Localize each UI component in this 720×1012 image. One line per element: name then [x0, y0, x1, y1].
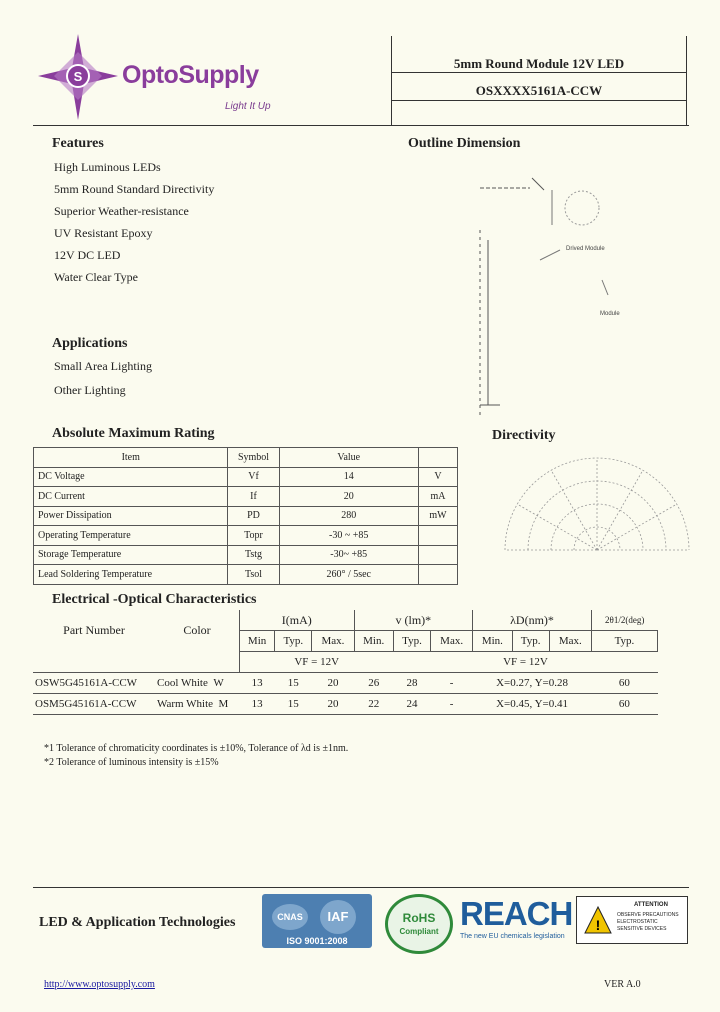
brand-name: OptoSupply	[122, 61, 259, 89]
star-logo-icon	[28, 30, 128, 125]
table-row: OSM5G45161A-CCW Warm White M 13 15 20 22 24 - X=0.45, Y=0.41 60	[33, 694, 658, 715]
reach-badge: REACH The new EU chemicals legislation	[460, 895, 573, 940]
esd-warning-icon	[583, 905, 613, 935]
features-list	[54, 160, 214, 292]
module-label-2: Module	[600, 311, 620, 317]
outline-heading: Outline Dimension	[408, 136, 521, 151]
list-item: UV Resistant Epoxy	[54, 226, 153, 240]
website-link[interactable]: http://www.optosupply.com	[44, 979, 155, 990]
amr-heading: Absolute Maximum Rating	[52, 426, 215, 441]
outline-drawing	[470, 170, 630, 415]
company-name: LED & Application Technologies	[39, 915, 236, 930]
table-row: Min Typ. Max. Min. Typ. Max. Min. Typ. Max. Typ.	[33, 631, 658, 652]
svg-text:S: S	[73, 69, 83, 84]
list-item: Small Area Lighting	[54, 359, 152, 373]
table-row: Operating Temperature Topr -30 ~ +85	[34, 526, 458, 546]
list-item: Superior Weather-resistance	[54, 204, 189, 218]
table-row: Power Dissipation PD 280 mW	[34, 506, 458, 526]
table-row: Part Number Color I(mA) v (lm)* λD(nm)* 2θ1/2(deg)	[33, 610, 658, 631]
directivity-plot	[500, 455, 695, 560]
list-item: 12V DC LED	[54, 248, 121, 262]
table-row: VF = 12V VF = 12V	[33, 652, 658, 673]
product-title: 5mm Round Module 12V LED	[453, 56, 625, 71]
list-item: Other Lighting	[54, 383, 126, 397]
table-row: OSW5G45161A-CCW Cool White W 13 15 20 26 28 - X=0.27, Y=0.28 60	[33, 673, 658, 694]
list-item: High Luminous LEDs	[54, 160, 161, 174]
table-row: Storage Temperature Tstg -30~ +85	[34, 545, 458, 565]
list-item: Water Clear Type	[54, 270, 138, 284]
features-heading: Features	[52, 136, 104, 151]
iso-badge: CNAS IAF ISO 9001:2008	[262, 894, 372, 948]
svg-text:!: !	[595, 917, 601, 933]
version-label: VER A.0	[604, 979, 641, 990]
note-2: *2 Tolerance of luminous intensity is ±15%	[44, 757, 219, 768]
module-label-1: Drived Module	[566, 246, 605, 252]
brand-logo	[28, 30, 293, 125]
part-code: OSXXXX5161A-CCW	[475, 83, 603, 98]
rohs-badge: RoHS Compliant	[385, 894, 453, 954]
esd-badge: ! ATTENTION OBSERVE PRECAUTIONS ELECTROSTATIC SENSITIVE DEVICES	[576, 896, 688, 944]
table-row: DC Voltage Vf 14 V	[34, 467, 458, 487]
table-row: Item Symbol Value	[34, 448, 458, 468]
table-row: DC Current If 20 mA	[34, 487, 458, 507]
amr-table	[33, 447, 458, 585]
note-1: *1 Tolerance of chromaticity coordinates is ±10%, Tolerance of λd is ±1nm.	[44, 743, 349, 754]
applications-heading: Applications	[52, 336, 128, 351]
list-item: 5mm Round Standard Directivity	[54, 182, 215, 196]
directivity-heading: Directivity	[492, 428, 556, 443]
eo-table	[33, 610, 658, 715]
eo-heading: Electrical -Optical Characteristics	[52, 592, 257, 607]
table-row: Lead Soldering Temperature Tsol 260° / 5sec	[34, 565, 458, 585]
brand-tagline: Light It Up	[225, 101, 271, 112]
